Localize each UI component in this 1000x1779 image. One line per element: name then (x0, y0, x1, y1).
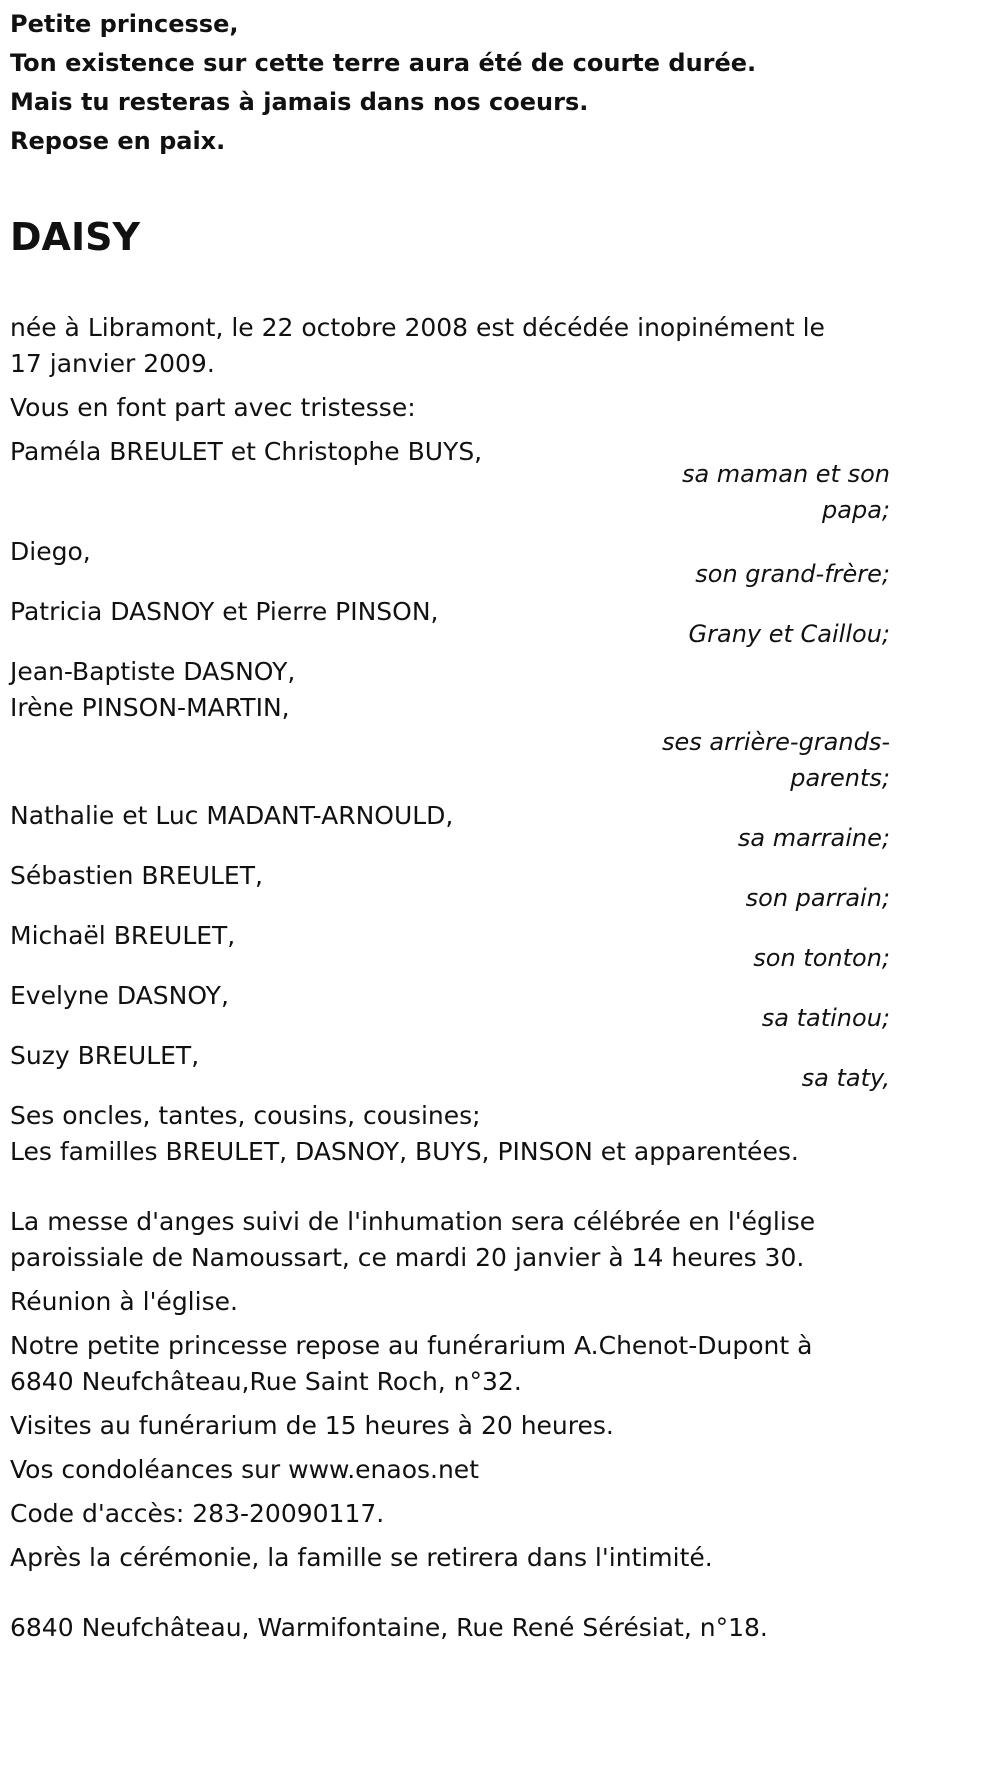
family-relation: ses arrière-grands-parents; (662, 728, 890, 792)
family-relation: son tonton; (753, 944, 890, 972)
visits-text: Visites au funérarium de 15 heures à 20 heures. (10, 1411, 614, 1440)
birth-death-text: née à Libramont, le 22 octobre 2008 est décédée inopinément le 17 janvier 2009. (10, 313, 825, 378)
after-ceremony-text: Après la cérémonie, la famille se retirera dans l'intimité. (10, 1543, 713, 1572)
family-member-name: Evelyne DASNOY, (10, 981, 229, 1010)
obituary-notice (10, 0, 890, 1646)
family-member-name: Diego, (10, 537, 91, 566)
deceased-name: DAISY (10, 215, 140, 259)
family-relation: sa marraine; (737, 824, 890, 852)
poem-line: Mais tu resteras à jamais dans nos coeurs. (10, 88, 589, 116)
poem-line: Repose en paix. (10, 127, 226, 155)
family-entry (10, 858, 890, 916)
family-entry (10, 978, 890, 1036)
access-code-text: Code d'accès: 283-20090117. (10, 1499, 385, 1528)
family-relation: sa tatinou; (761, 1004, 890, 1032)
family-member-name: Patricia DASNOY et Pierre PINSON, (10, 597, 439, 626)
family-entry (10, 918, 890, 976)
condolences-text: Vos condoléances sur www.enaos.net (10, 1455, 479, 1484)
family-entry (10, 594, 890, 652)
announce-text: Vous en font part avec tristesse: (10, 393, 416, 422)
poem (10, 9, 890, 156)
family-member-name: Paméla BREULET et Christophe BUYS, (10, 437, 483, 466)
ceremony-text: La messe d'anges suivi de l'inhumation sera célébrée en l'église paroissiale de Namoussart, ce mardi 20 janvier à 14 heures 30. (10, 1207, 816, 1272)
family-member-name: Sébastien BREULET, (10, 861, 263, 890)
funeral-home-text: Notre petite princesse repose au funérarium A.Chenot-Dupont à 6840 Neufchâteau,Rue Saint Roch, n°32. (10, 1331, 813, 1396)
family-member-name: Nathalie et Luc MADANT-ARNOULD, (10, 801, 454, 830)
other-relatives (10, 1098, 890, 1170)
meeting-text: Réunion à l'église. (10, 1287, 238, 1316)
family-member-name: Michaël BREULET, (10, 921, 236, 950)
family-relation: son parrain; (745, 884, 890, 912)
family-relation: Grany et Caillou; (688, 620, 890, 648)
family-relation: sa taty, (801, 1064, 890, 1092)
family-entry (10, 434, 890, 528)
family-entry (10, 654, 890, 796)
family-relation: sa maman et son papa; (681, 460, 890, 524)
family-entry (10, 798, 890, 856)
family-list (10, 434, 890, 1096)
family-entry (10, 1038, 890, 1096)
family-member-name: Suzy BREULET, (10, 1041, 200, 1070)
home-address: 6840 Neufchâteau, Warmifontaine, Rue René Sérésiat, n°18. (10, 1613, 768, 1642)
other-relatives-line: Ses oncles, tantes, cousins, cousines; (10, 1101, 481, 1130)
family-member-name: Jean-Baptiste DASNOY, (10, 657, 296, 686)
family-relation: son grand-frère; (695, 560, 890, 588)
family-member-name: Irène PINSON-MARTIN, (10, 693, 290, 722)
poem-line: Ton existence sur cette terre aura été de courte durée. (10, 49, 757, 77)
other-relatives-line: Les familles BREULET, DASNOY, BUYS, PINSON et apparentées. (10, 1137, 799, 1166)
poem-line: Petite princesse, (10, 10, 239, 38)
family-entry (10, 534, 890, 592)
